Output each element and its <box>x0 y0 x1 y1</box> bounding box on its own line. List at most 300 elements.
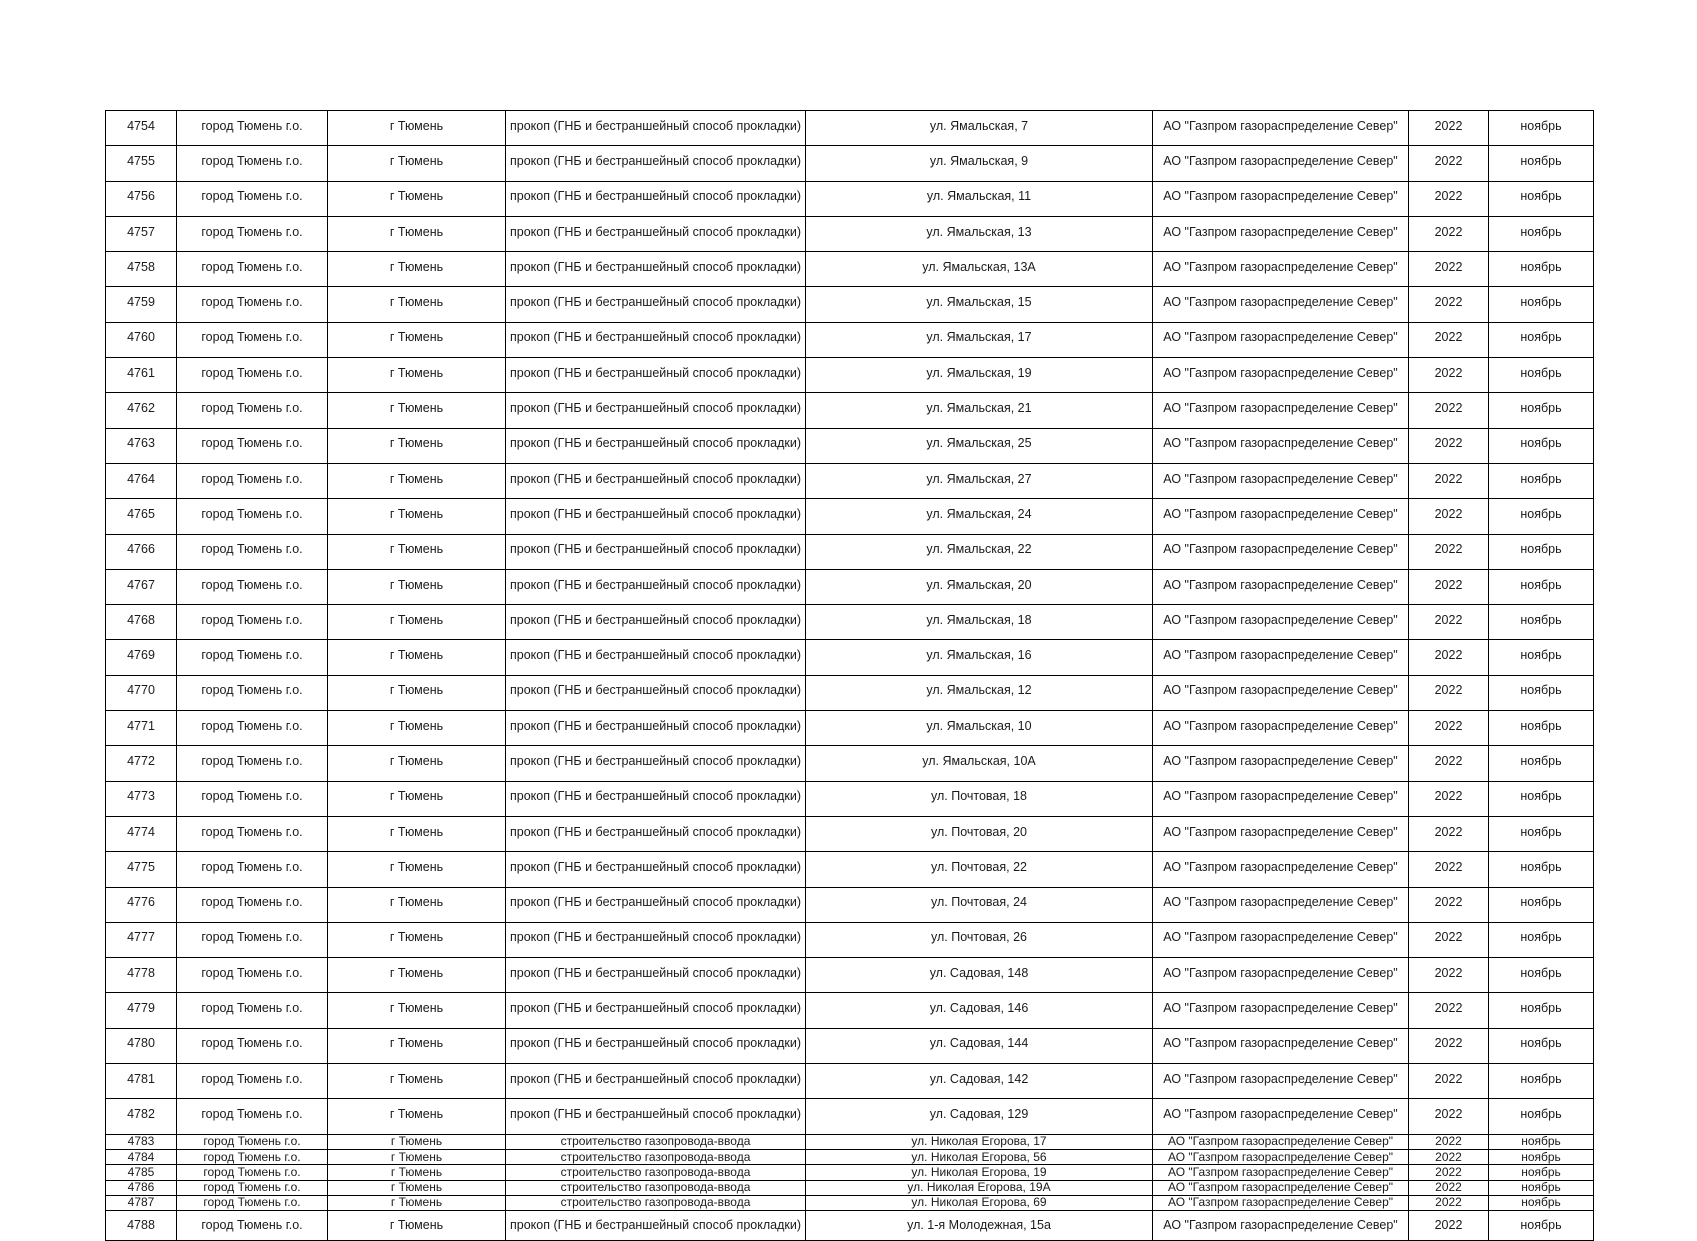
month-cell: ноябрь <box>1489 1149 1594 1164</box>
locality-cell: г Тюмень <box>328 322 506 357</box>
locality-cell: г Тюмень <box>328 252 506 287</box>
locality-cell: г Тюмень <box>328 781 506 816</box>
row-number-cell: 4756 <box>106 181 177 216</box>
table-row <box>106 534 1594 569</box>
district-cell: город Тюмень г.о. <box>177 322 328 357</box>
table-row <box>106 1180 1594 1195</box>
table-row <box>106 111 1594 146</box>
address-cell: ул. Садовая, 142 <box>806 1064 1153 1099</box>
locality-cell: г Тюмень <box>328 569 506 604</box>
organization-cell: АО "Газпром газораспределение Север" <box>1153 1134 1409 1149</box>
year-cell: 2022 <box>1409 922 1489 957</box>
organization-cell: АО "Газпром газораспределение Север" <box>1153 1149 1409 1164</box>
locality-cell: г Тюмень <box>328 993 506 1028</box>
work-type-cell: прокоп (ГНБ и бестраншейный способ прокладки) <box>506 1064 806 1099</box>
row-number-cell: 4776 <box>106 887 177 922</box>
year-cell: 2022 <box>1409 181 1489 216</box>
row-number-cell: 4769 <box>106 640 177 675</box>
row-number-cell: 4775 <box>106 852 177 887</box>
district-cell: город Тюмень г.о. <box>177 287 328 322</box>
year-cell: 2022 <box>1409 781 1489 816</box>
district-cell: город Тюмень г.о. <box>177 534 328 569</box>
organization-cell: АО "Газпром газораспределение Север" <box>1153 146 1409 181</box>
table-row <box>106 1028 1594 1063</box>
locality-cell: г Тюмень <box>328 852 506 887</box>
table-row <box>106 216 1594 251</box>
locality-cell: г Тюмень <box>328 887 506 922</box>
table-row <box>106 852 1594 887</box>
month-cell: ноябрь <box>1489 1195 1594 1210</box>
month-cell: ноябрь <box>1489 711 1594 746</box>
row-number-cell: 4779 <box>106 993 177 1028</box>
year-cell: 2022 <box>1409 358 1489 393</box>
district-cell: город Тюмень г.о. <box>177 887 328 922</box>
year-cell: 2022 <box>1409 322 1489 357</box>
row-number-cell: 4771 <box>106 711 177 746</box>
work-type-cell: прокоп (ГНБ и бестраншейный способ прокладки) <box>506 640 806 675</box>
table-row <box>106 499 1594 534</box>
district-cell: город Тюмень г.о. <box>177 958 328 993</box>
month-cell: ноябрь <box>1489 1180 1594 1195</box>
organization-cell: АО "Газпром газораспределение Север" <box>1153 1165 1409 1180</box>
year-cell: 2022 <box>1409 393 1489 428</box>
organization-cell: АО "Газпром газораспределение Север" <box>1153 463 1409 498</box>
year-cell: 2022 <box>1409 569 1489 604</box>
work-type-cell: строительство газопровода-ввода <box>506 1180 806 1195</box>
locality-cell: г Тюмень <box>328 1165 506 1180</box>
organization-cell: АО "Газпром газораспределение Север" <box>1153 1211 1409 1241</box>
row-number-cell: 4780 <box>106 1028 177 1063</box>
row-number-cell: 4758 <box>106 252 177 287</box>
work-type-cell: прокоп (ГНБ и бестраншейный способ прокладки) <box>506 675 806 710</box>
month-cell: ноябрь <box>1489 640 1594 675</box>
address-cell: ул. Почтовая, 22 <box>806 852 1153 887</box>
row-number-cell: 4763 <box>106 428 177 463</box>
district-cell: город Тюмень г.о. <box>177 358 328 393</box>
row-number-cell: 4766 <box>106 534 177 569</box>
year-cell: 2022 <box>1409 534 1489 569</box>
district-cell: город Тюмень г.о. <box>177 852 328 887</box>
month-cell: ноябрь <box>1489 605 1594 640</box>
table-row <box>106 287 1594 322</box>
work-type-cell: прокоп (ГНБ и бестраншейный способ прокладки) <box>506 922 806 957</box>
row-number-cell: 4759 <box>106 287 177 322</box>
records-table <box>105 110 1594 1241</box>
year-cell: 2022 <box>1409 640 1489 675</box>
locality-cell: г Тюмень <box>328 605 506 640</box>
address-cell: ул. Ямальская, 10А <box>806 746 1153 781</box>
table-row <box>106 605 1594 640</box>
locality-cell: г Тюмень <box>328 1134 506 1149</box>
row-number-cell: 4768 <box>106 605 177 640</box>
address-cell: ул. Ямальская, 16 <box>806 640 1153 675</box>
work-type-cell: прокоп (ГНБ и бестраншейный способ прокладки) <box>506 852 806 887</box>
district-cell: город Тюмень г.о. <box>177 146 328 181</box>
row-number-cell: 4757 <box>106 216 177 251</box>
year-cell: 2022 <box>1409 852 1489 887</box>
locality-cell: г Тюмень <box>328 111 506 146</box>
work-type-cell: прокоп (ГНБ и бестраншейный способ прокладки) <box>506 322 806 357</box>
work-type-cell: прокоп (ГНБ и бестраншейный способ прокладки) <box>506 146 806 181</box>
work-type-cell: прокоп (ГНБ и бестраншейный способ прокладки) <box>506 216 806 251</box>
row-number-cell: 4777 <box>106 922 177 957</box>
month-cell: ноябрь <box>1489 922 1594 957</box>
year-cell: 2022 <box>1409 252 1489 287</box>
month-cell: ноябрь <box>1489 534 1594 569</box>
year-cell: 2022 <box>1409 675 1489 710</box>
table-row <box>106 816 1594 851</box>
year-cell: 2022 <box>1409 1064 1489 1099</box>
organization-cell: АО "Газпром газораспределение Север" <box>1153 287 1409 322</box>
locality-cell: г Тюмень <box>328 675 506 710</box>
address-cell: ул. Ямальская, 11 <box>806 181 1153 216</box>
month-cell: ноябрь <box>1489 322 1594 357</box>
work-type-cell: прокоп (ГНБ и бестраншейный способ прокладки) <box>506 958 806 993</box>
organization-cell: АО "Газпром газораспределение Север" <box>1153 675 1409 710</box>
month-cell: ноябрь <box>1489 1211 1594 1241</box>
organization-cell: АО "Газпром газораспределение Север" <box>1153 958 1409 993</box>
district-cell: город Тюмень г.о. <box>177 746 328 781</box>
year-cell: 2022 <box>1409 1165 1489 1180</box>
organization-cell: АО "Газпром газораспределение Север" <box>1153 816 1409 851</box>
month-cell: ноябрь <box>1489 181 1594 216</box>
work-type-cell: прокоп (ГНБ и бестраншейный способ прокладки) <box>506 569 806 604</box>
locality-cell: г Тюмень <box>328 958 506 993</box>
work-type-cell: прокоп (ГНБ и бестраншейный способ прокладки) <box>506 711 806 746</box>
row-number-cell: 4762 <box>106 393 177 428</box>
address-cell: ул. Ямальская, 22 <box>806 534 1153 569</box>
district-cell: город Тюмень г.о. <box>177 252 328 287</box>
address-cell: ул. Почтовая, 26 <box>806 922 1153 957</box>
locality-cell: г Тюмень <box>328 640 506 675</box>
organization-cell: АО "Газпром газораспределение Север" <box>1153 746 1409 781</box>
address-cell: ул. Садовая, 148 <box>806 958 1153 993</box>
locality-cell: г Тюмень <box>328 1180 506 1195</box>
row-number-cell: 4783 <box>106 1134 177 1149</box>
year-cell: 2022 <box>1409 499 1489 534</box>
year-cell: 2022 <box>1409 816 1489 851</box>
address-cell: ул. Николая Егорова, 19А <box>806 1180 1153 1195</box>
month-cell: ноябрь <box>1489 111 1594 146</box>
month-cell: ноябрь <box>1489 781 1594 816</box>
row-number-cell: 4784 <box>106 1149 177 1164</box>
work-type-cell: прокоп (ГНБ и бестраншейный способ прокладки) <box>506 746 806 781</box>
locality-cell: г Тюмень <box>328 746 506 781</box>
district-cell: город Тюмень г.о. <box>177 1134 328 1149</box>
locality-cell: г Тюмень <box>328 816 506 851</box>
row-number-cell: 4778 <box>106 958 177 993</box>
year-cell: 2022 <box>1409 958 1489 993</box>
organization-cell: АО "Газпром газораспределение Север" <box>1153 393 1409 428</box>
month-cell: ноябрь <box>1489 746 1594 781</box>
year-cell: 2022 <box>1409 1211 1489 1241</box>
work-type-cell: прокоп (ГНБ и бестраншейный способ прокладки) <box>506 111 806 146</box>
address-cell: ул. Садовая, 129 <box>806 1099 1153 1134</box>
organization-cell: АО "Газпром газораспределение Север" <box>1153 1099 1409 1134</box>
month-cell: ноябрь <box>1489 1028 1594 1063</box>
organization-cell: АО "Газпром газораспределение Север" <box>1153 216 1409 251</box>
organization-cell: АО "Газпром газораспределение Север" <box>1153 569 1409 604</box>
locality-cell: г Тюмень <box>328 1064 506 1099</box>
year-cell: 2022 <box>1409 1099 1489 1134</box>
district-cell: город Тюмень г.о. <box>177 781 328 816</box>
locality-cell: г Тюмень <box>328 393 506 428</box>
table-row <box>106 1099 1594 1134</box>
address-cell: ул. Почтовая, 20 <box>806 816 1153 851</box>
row-number-cell: 4761 <box>106 358 177 393</box>
year-cell: 2022 <box>1409 993 1489 1028</box>
table-row <box>106 146 1594 181</box>
row-number-cell: 4765 <box>106 499 177 534</box>
address-cell: ул. Ямальская, 17 <box>806 322 1153 357</box>
year-cell: 2022 <box>1409 428 1489 463</box>
district-cell: город Тюмень г.о. <box>177 111 328 146</box>
district-cell: город Тюмень г.о. <box>177 463 328 498</box>
year-cell: 2022 <box>1409 1195 1489 1210</box>
district-cell: город Тюмень г.о. <box>177 1180 328 1195</box>
organization-cell: АО "Газпром газораспределение Север" <box>1153 252 1409 287</box>
year-cell: 2022 <box>1409 887 1489 922</box>
address-cell: ул. Ямальская, 18 <box>806 605 1153 640</box>
table-row <box>106 322 1594 357</box>
locality-cell: г Тюмень <box>328 1099 506 1134</box>
table-row <box>106 746 1594 781</box>
district-cell: город Тюмень г.о. <box>177 1099 328 1134</box>
table-row <box>106 675 1594 710</box>
month-cell: ноябрь <box>1489 958 1594 993</box>
address-cell: ул. Ямальская, 7 <box>806 111 1153 146</box>
organization-cell: АО "Газпром газораспределение Север" <box>1153 428 1409 463</box>
row-number-cell: 4772 <box>106 746 177 781</box>
month-cell: ноябрь <box>1489 393 1594 428</box>
address-cell: ул. Ямальская, 13 <box>806 216 1153 251</box>
month-cell: ноябрь <box>1489 287 1594 322</box>
year-cell: 2022 <box>1409 216 1489 251</box>
table-row <box>106 711 1594 746</box>
address-cell: ул. Николая Егорова, 17 <box>806 1134 1153 1149</box>
row-number-cell: 4754 <box>106 111 177 146</box>
work-type-cell: прокоп (ГНБ и бестраншейный способ прокладки) <box>506 887 806 922</box>
work-type-cell: строительство газопровода-ввода <box>506 1165 806 1180</box>
year-cell: 2022 <box>1409 111 1489 146</box>
locality-cell: г Тюмень <box>328 146 506 181</box>
organization-cell: АО "Газпром газораспределение Север" <box>1153 887 1409 922</box>
row-number-cell: 4785 <box>106 1165 177 1180</box>
locality-cell: г Тюмень <box>328 1195 506 1210</box>
locality-cell: г Тюмень <box>328 358 506 393</box>
table-row <box>106 1064 1594 1099</box>
month-cell: ноябрь <box>1489 569 1594 604</box>
table-row <box>106 993 1594 1028</box>
district-cell: город Тюмень г.о. <box>177 605 328 640</box>
address-cell: ул. Ямальская, 20 <box>806 569 1153 604</box>
work-type-cell: строительство газопровода-ввода <box>506 1195 806 1210</box>
district-cell: город Тюмень г.о. <box>177 1211 328 1241</box>
address-cell: ул. Ямальская, 27 <box>806 463 1153 498</box>
district-cell: город Тюмень г.о. <box>177 216 328 251</box>
month-cell: ноябрь <box>1489 146 1594 181</box>
locality-cell: г Тюмень <box>328 1028 506 1063</box>
month-cell: ноябрь <box>1489 1134 1594 1149</box>
table-row <box>106 463 1594 498</box>
row-number-cell: 4782 <box>106 1099 177 1134</box>
address-cell: ул. Ямальская, 13А <box>806 252 1153 287</box>
address-cell: ул. Садовая, 146 <box>806 993 1153 1028</box>
organization-cell: АО "Газпром газораспределение Север" <box>1153 993 1409 1028</box>
work-type-cell: прокоп (ГНБ и бестраншейный способ прокладки) <box>506 816 806 851</box>
table-row <box>106 569 1594 604</box>
month-cell: ноябрь <box>1489 993 1594 1028</box>
address-cell: ул. Ямальская, 21 <box>806 393 1153 428</box>
work-type-cell: прокоп (ГНБ и бестраншейный способ прокладки) <box>506 1028 806 1063</box>
month-cell: ноябрь <box>1489 1064 1594 1099</box>
district-cell: город Тюмень г.о. <box>177 1149 328 1164</box>
table-row <box>106 252 1594 287</box>
district-cell: город Тюмень г.о. <box>177 393 328 428</box>
organization-cell: АО "Газпром газораспределение Север" <box>1153 605 1409 640</box>
table-row <box>106 181 1594 216</box>
district-cell: город Тюмень г.о. <box>177 993 328 1028</box>
work-type-cell: прокоп (ГНБ и бестраншейный способ прокладки) <box>506 181 806 216</box>
organization-cell: АО "Газпром газораспределение Север" <box>1153 1028 1409 1063</box>
locality-cell: г Тюмень <box>328 216 506 251</box>
work-type-cell: строительство газопровода-ввода <box>506 1134 806 1149</box>
organization-cell: АО "Газпром газораспределение Север" <box>1153 922 1409 957</box>
organization-cell: АО "Газпром газораспределение Север" <box>1153 1064 1409 1099</box>
district-cell: город Тюмень г.о. <box>177 1165 328 1180</box>
locality-cell: г Тюмень <box>328 711 506 746</box>
row-number-cell: 4767 <box>106 569 177 604</box>
month-cell: ноябрь <box>1489 252 1594 287</box>
work-type-cell: прокоп (ГНБ и бестраншейный способ прокладки) <box>506 499 806 534</box>
table-row <box>106 958 1594 993</box>
address-cell: ул. Николая Егорова, 56 <box>806 1149 1153 1164</box>
table-row <box>106 1211 1594 1241</box>
table-row <box>106 640 1594 675</box>
month-cell: ноябрь <box>1489 887 1594 922</box>
row-number-cell: 4781 <box>106 1064 177 1099</box>
work-type-cell: прокоп (ГНБ и бестраншейный способ прокладки) <box>506 393 806 428</box>
month-cell: ноябрь <box>1489 358 1594 393</box>
organization-cell: АО "Газпром газораспределение Север" <box>1153 499 1409 534</box>
district-cell: город Тюмень г.о. <box>177 1028 328 1063</box>
row-number-cell: 4786 <box>106 1180 177 1195</box>
organization-cell: АО "Газпром газораспределение Север" <box>1153 640 1409 675</box>
organization-cell: АО "Газпром газораспределение Север" <box>1153 852 1409 887</box>
year-cell: 2022 <box>1409 711 1489 746</box>
year-cell: 2022 <box>1409 1180 1489 1195</box>
work-type-cell: прокоп (ГНБ и бестраншейный способ прокладки) <box>506 1211 806 1241</box>
organization-cell: АО "Газпром газораспределение Север" <box>1153 534 1409 569</box>
locality-cell: г Тюмень <box>328 534 506 569</box>
district-cell: город Тюмень г.о. <box>177 816 328 851</box>
year-cell: 2022 <box>1409 1149 1489 1164</box>
work-type-cell: строительство газопровода-ввода <box>506 1149 806 1164</box>
organization-cell: АО "Газпром газораспределение Север" <box>1153 711 1409 746</box>
district-cell: город Тюмень г.о. <box>177 428 328 463</box>
month-cell: ноябрь <box>1489 216 1594 251</box>
locality-cell: г Тюмень <box>328 181 506 216</box>
district-cell: город Тюмень г.о. <box>177 640 328 675</box>
year-cell: 2022 <box>1409 1028 1489 1063</box>
table-row <box>106 1134 1594 1149</box>
row-number-cell: 4760 <box>106 322 177 357</box>
table-row <box>106 428 1594 463</box>
address-cell: ул. Ямальская, 15 <box>806 287 1153 322</box>
district-cell: город Тюмень г.о. <box>177 569 328 604</box>
year-cell: 2022 <box>1409 1134 1489 1149</box>
work-type-cell: прокоп (ГНБ и бестраншейный способ прокладки) <box>506 463 806 498</box>
month-cell: ноябрь <box>1489 1099 1594 1134</box>
table-row <box>106 922 1594 957</box>
month-cell: ноябрь <box>1489 463 1594 498</box>
row-number-cell: 4773 <box>106 781 177 816</box>
locality-cell: г Тюмень <box>328 1211 506 1241</box>
work-type-cell: прокоп (ГНБ и бестраншейный способ прокладки) <box>506 287 806 322</box>
organization-cell: АО "Газпром газораспределение Север" <box>1153 111 1409 146</box>
row-number-cell: 4755 <box>106 146 177 181</box>
district-cell: город Тюмень г.о. <box>177 1064 328 1099</box>
address-cell: ул. Садовая, 144 <box>806 1028 1153 1063</box>
month-cell: ноябрь <box>1489 675 1594 710</box>
address-cell: ул. Ямальская, 24 <box>806 499 1153 534</box>
district-cell: город Тюмень г.о. <box>177 499 328 534</box>
year-cell: 2022 <box>1409 746 1489 781</box>
district-cell: город Тюмень г.о. <box>177 675 328 710</box>
year-cell: 2022 <box>1409 463 1489 498</box>
year-cell: 2022 <box>1409 605 1489 640</box>
month-cell: ноябрь <box>1489 1165 1594 1180</box>
district-cell: город Тюмень г.о. <box>177 1195 328 1210</box>
month-cell: ноябрь <box>1489 428 1594 463</box>
row-number-cell: 4788 <box>106 1211 177 1241</box>
work-type-cell: прокоп (ГНБ и бестраншейный способ прокладки) <box>506 358 806 393</box>
district-cell: город Тюмень г.о. <box>177 922 328 957</box>
organization-cell: АО "Газпром газораспределение Север" <box>1153 181 1409 216</box>
row-number-cell: 4764 <box>106 463 177 498</box>
work-type-cell: прокоп (ГНБ и бестраншейный способ прокладки) <box>506 252 806 287</box>
address-cell: ул. Ямальская, 12 <box>806 675 1153 710</box>
organization-cell: АО "Газпром газораспределение Север" <box>1153 1195 1409 1210</box>
year-cell: 2022 <box>1409 146 1489 181</box>
address-cell: ул. 1-я Молодежная, 15а <box>806 1211 1153 1241</box>
address-cell: ул. Ямальская, 9 <box>806 146 1153 181</box>
year-cell: 2022 <box>1409 287 1489 322</box>
work-type-cell: прокоп (ГНБ и бестраншейный способ прокладки) <box>506 534 806 569</box>
locality-cell: г Тюмень <box>328 463 506 498</box>
table-body <box>106 111 1594 1241</box>
table-row <box>106 1195 1594 1210</box>
month-cell: ноябрь <box>1489 852 1594 887</box>
row-number-cell: 4787 <box>106 1195 177 1210</box>
address-cell: ул. Ямальская, 19 <box>806 358 1153 393</box>
locality-cell: г Тюмень <box>328 499 506 534</box>
table-row <box>106 887 1594 922</box>
table-row <box>106 781 1594 816</box>
address-cell: ул. Николая Егорова, 19 <box>806 1165 1153 1180</box>
locality-cell: г Тюмень <box>328 1149 506 1164</box>
work-type-cell: прокоп (ГНБ и бестраншейный способ прокладки) <box>506 428 806 463</box>
organization-cell: АО "Газпром газораспределение Север" <box>1153 1180 1409 1195</box>
address-cell: ул. Ямальская, 25 <box>806 428 1153 463</box>
organization-cell: АО "Газпром газораспределение Север" <box>1153 322 1409 357</box>
month-cell: ноябрь <box>1489 816 1594 851</box>
organization-cell: АО "Газпром газораспределение Север" <box>1153 781 1409 816</box>
table-row <box>106 1165 1594 1180</box>
address-cell: ул. Николая Егорова, 69 <box>806 1195 1153 1210</box>
table-row <box>106 1149 1594 1164</box>
address-cell: ул. Ямальская, 10 <box>806 711 1153 746</box>
